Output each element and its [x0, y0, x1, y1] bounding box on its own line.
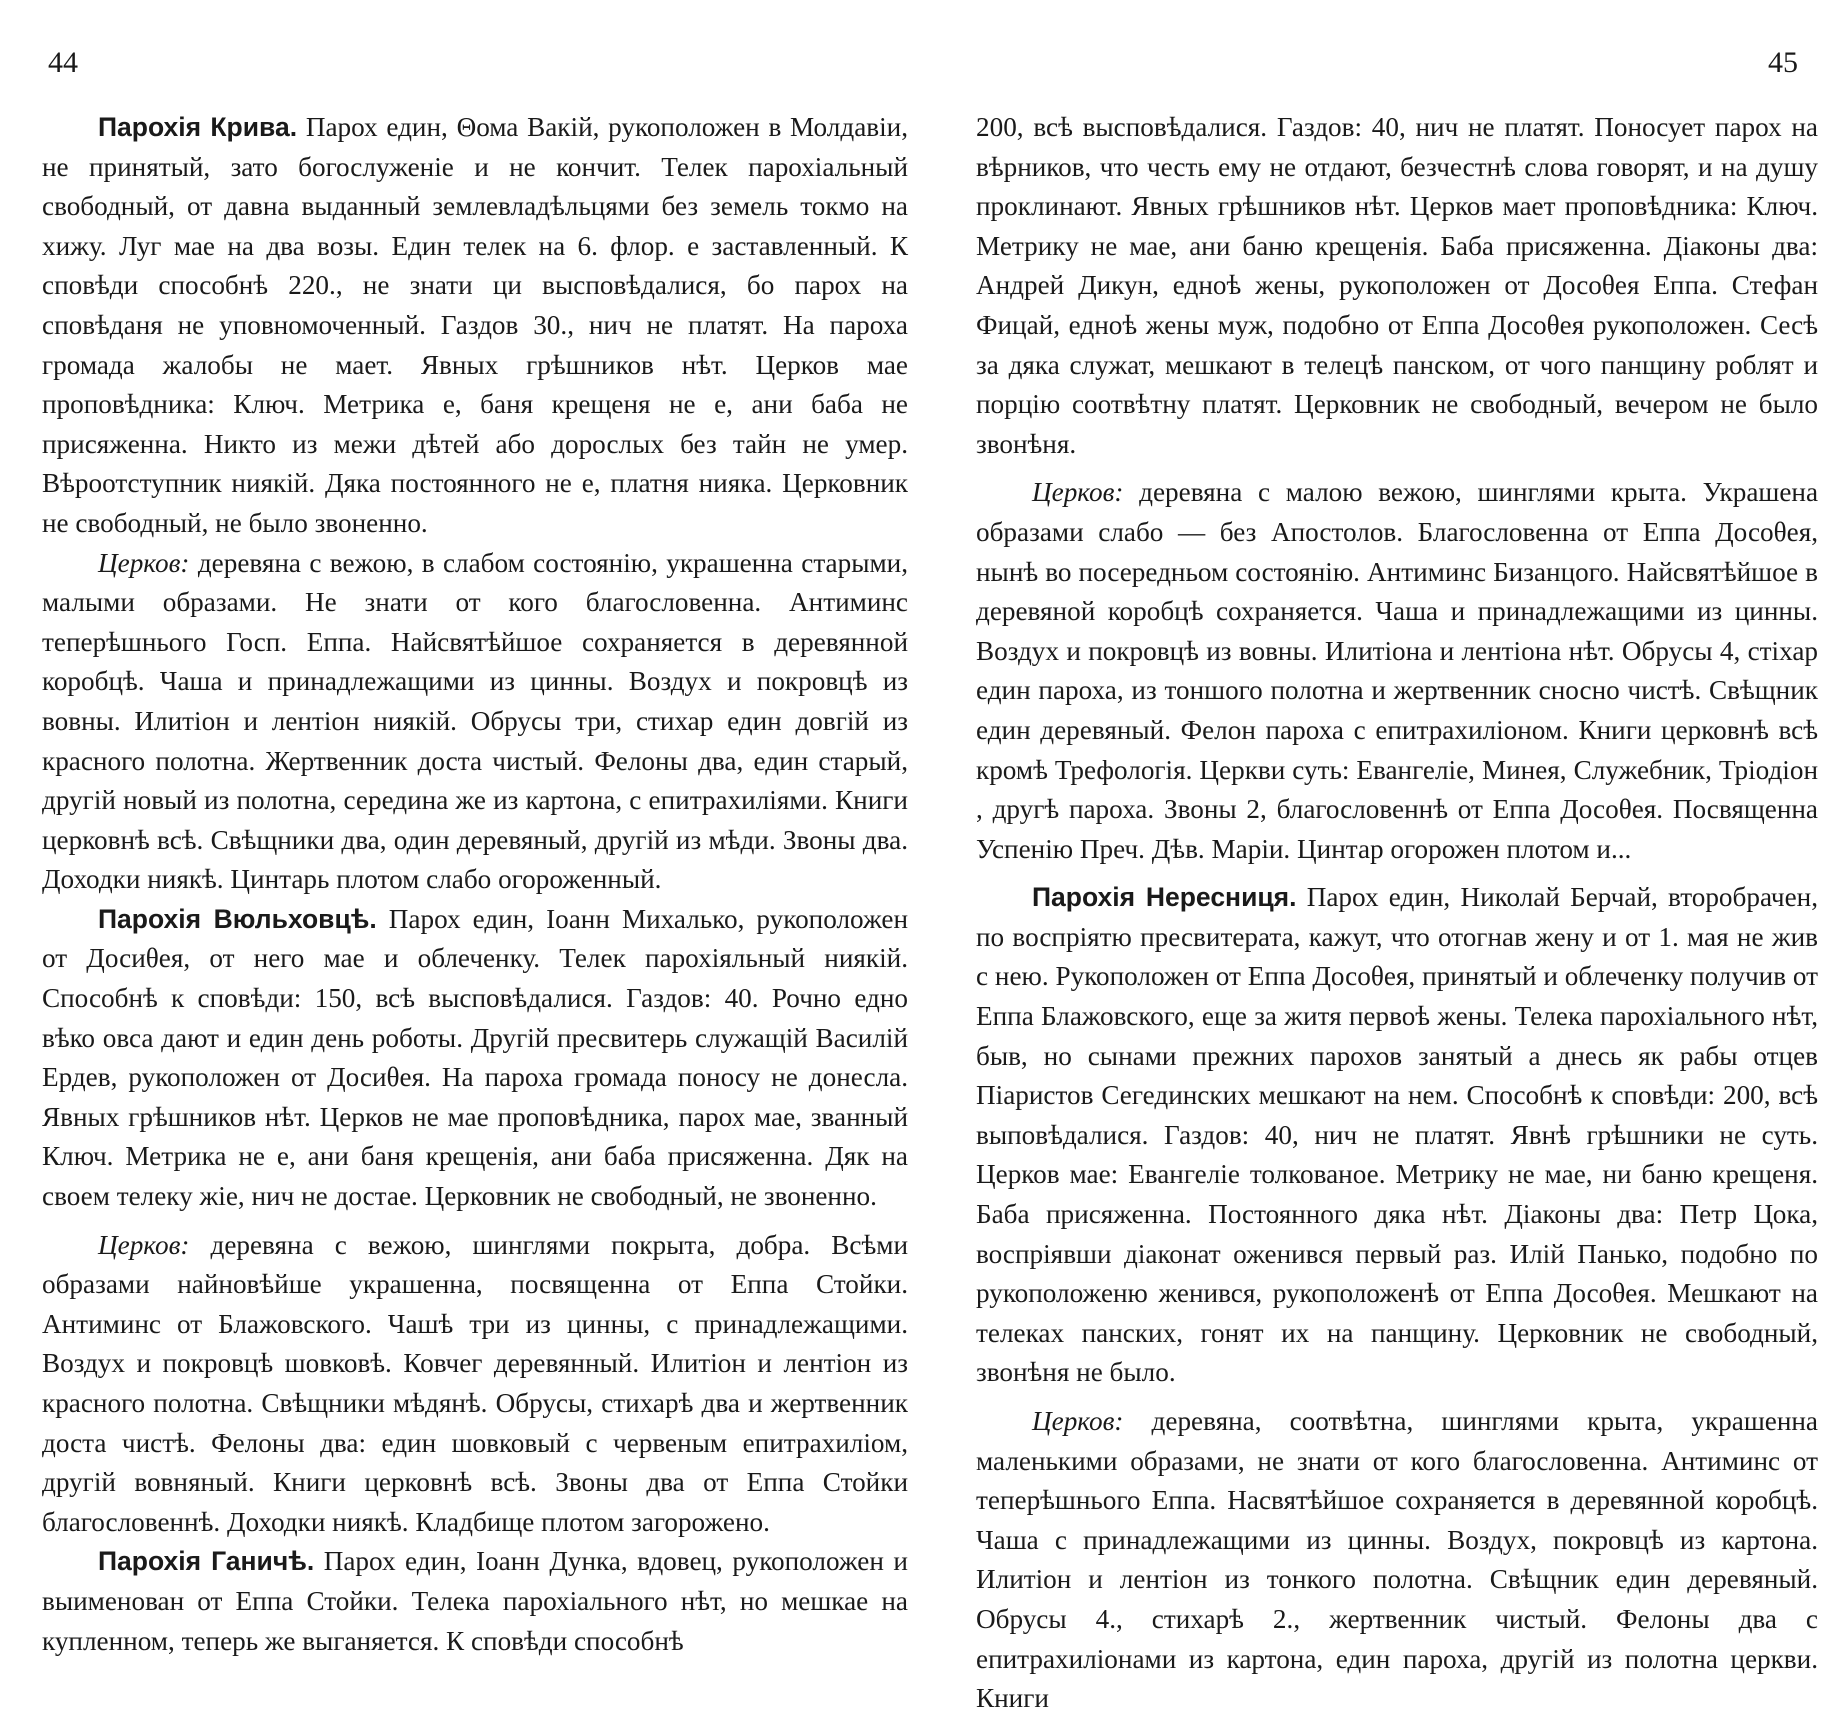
church-label: Церков: [98, 1229, 190, 1260]
parish-entry-neresnytsia [976, 878, 1818, 1393]
parish-entry-kriva [42, 108, 908, 544]
parish-text: Парох един, Θома Вакій, рукоположен в Молдавіи, не принятый, зато богослуженіе и не кончит. Телек парохіальный свободный, от давна выданный землевладѣльцями без земель токмо на хижу. Луг мае на два возы. Един телек на 6. флор. е заставленный. К сповѣди способнѣ 220., не знати ци выcповѣдалися, бо парох на сповѣданя не уповномоченный. Газдов 30., нич не платят. На пароха громада жалобы не мает. Явных грѣшников нѣт. Церков мае проповѣдника: Ключ. Метрика е, баня крещеня не е, ани баба не присяженна. Никто из межи дѣтей або дорослых без тайн не умер. Вѣроотступник ниякій. Дяка постоянного не е, платня ниякa. Церковник не свободный, не было звоненно. [42, 112, 908, 538]
church-label: Церков: [98, 547, 190, 578]
parish-heading: Парохія Нересниця. [1032, 882, 1297, 913]
church-text: деревяна, соотвѣтна, шинглями крыта, украшенна маленькими образами, не знати от кого благословенна. Антиминс от теперѣшньoго Еппа. Насвятѣйшое сохраняется в деревянной коробцѣ. Чаша с принадлежащими из цинны. Воздух, покровцѣ из картона. Илитіон и лентіон из тонкого полотна. Свѣщник един деревяный. Обрусы 4., стихарѣ 2., жертвенник чистый. Фелоны два с епитрахиліонами из картона, един пароха, другій из полотна церкви. Книги [976, 1406, 1818, 1714]
church-entry-ganiche [976, 473, 1818, 869]
church-entry-kriva [42, 544, 908, 900]
parish-heading: Парохія Ганичѣ. [98, 1546, 315, 1577]
church-entry-viulkhovtse [42, 1226, 908, 1543]
parish-text: Парох един, Іоанн Дунка, вдовец, рукоположен и выименован от Еппа Стойки. Телека парохіального нѣт, но мешкае на купленном, теперь же выганяется. К сповѣди способнѣ [42, 1546, 908, 1656]
church-text: деревяна с вежою, в слабом состоянію, украшенна старыми, малыми образами. Не знати от кого благословенна. Антиминс теперѣшньoго Госп. Еппа. Найсвятѣйшое сохраняется в деревянной коробцѣ. Чаша и принадлежащими из цинны. Воздух и покровцѣ из вовны. Илитіон и лентіон ниякій. Обрусы три, стихар един довгій из красного полотна. Жертвенник доста чистый. Фелоны два, един старый, другій новый из полотна, середина же из картона, с епитрахиліями. Книги церковнѣ всѣ. Свѣщники два, один деревяный, другій из мѣди. Звоны два. Доходки ниякѣ. Цинтарь плотом слабо огороженный. [42, 547, 909, 895]
parish-entry-viulkhovtse [42, 900, 908, 1217]
church-entry-neresnytsia [976, 1402, 1818, 1719]
church-text: деревяна с малою вежою, шинглями крыта. Украшена образами слабо — без Апостолов. Благословенна от Еппа Досоθея, нынѣ во посередньом состоянію. Антиминс Бизанцого. Найсвятѣйшое в деревяной коробцѣ сохраняется. Чаша и принадлежащими из цинны. Воздух и покровцѣ из вовны. Илитіона и лентіона нѣт. Обрусы 4, стіхар един пароха, из тоншого полотна и жертвенник сносно чистѣ. Свѣщник един деревяный. Фелон пароха с епитрахиліоном. Книги церковнѣ всѣ кромѣ Трефологія. Церкви суть: Евангеліе, Минея, Служебник, Тріодіон , другѣ пароха. Звоны 2, благословеннѣ от Еппа Досоθея. Посвященна Успенію Преч. Дѣв. Маріи. Цинтар огорожен плотом и... [976, 477, 1819, 864]
church-text: деревяна с вежою, шинглями покрыта, добра. Всѣми образами найновѣйше украшенна, посвященна от Еппа Стойки. Антиминс от Блажовского. Чашѣ три из цинны, с принадлежащими. Воздух и покровцѣ шовковѣ. Ковчег деревянный. Илитіон и лентіон из красного полотна. Свѣщники мѣдянѣ. Обрусы, стихарѣ два и жертвенник доста чистѣ. Фелоны два: един шовковый с червеным епитрахиліом, другій вовняный. Книги церковнѣ всѣ. Звоны два от Еппа Стойки благословеннѣ. Доходки ниякѣ. Кладбище плотом загорожено. [42, 1229, 908, 1537]
parish-heading: Парохія Вюльховцѣ. [98, 903, 377, 934]
page-number-left: 44 [48, 46, 78, 79]
parish-heading: Парохія Крива. [98, 112, 298, 142]
church-label: Церков: [1032, 477, 1124, 508]
right-column [976, 108, 1818, 1719]
parish-text: Парох един, Николай Берчай, второбрачен, по воспріятю пресвитерата, кажут, что отогнав жену и от 1. мая не жив с нею. Рукоположен от Еппа Досоθея, принятый и облеченку получив от Еппа Блажовского, еще за житя первоѣ жены. Телека парохіального нѣт, быв, но сынами прежних парохов занятый а днесь як рабы отцев Піаристов Сегединских мешкают на нем. Способнѣ к сповѣди: 200, всѣ выповѣдалися. Газдов: 40, нич не платят. Явнѣ грѣшники не суть. Церков мае: Евангеліе толкованое. Метрику не мае, ни баню крещеня. Баба присяженна. Постоянного дяка нѣт. Діаконы два: Петр Цока, воспріявши діаконат оженився первый раз. Илій Панько, подобно по рукоположеню женився, рукоположенѣ от Еппа Досоθея. Мешкают на телеках панских, гонят их на панщину. Церковник не свободный, звонѣня не было. [976, 882, 1819, 1388]
parish-text: 200, всѣ выcповѣдалися. Газдов: 40, нич не платят. Поносует парох на вѣрников, что честь ему не отдают, безчестнѣ слова говорят, и на душу проклинают. Явных грѣшников нѣт. Церков мает проповѣдника: Ключ. Метрику не мае, ани баню крещенія. Баба присяженна. Діаконы два: Андрей Дикун, еднoѣ жены, рукоположен от Досоθея Еппа. Стефан Фицай, еднoѣ жены муж, подобно от Еппа Досоθея рукоположен. Сесѣ за дяка служат, мешкают в телецѣ панском, от чого панщину роблят и порцію соотвѣтну платят. Церковник не свободный, вечером не было звонѣня. [976, 112, 1818, 459]
left-column [42, 108, 908, 1661]
page-number-right: 45 [1768, 46, 1798, 79]
parish-continuation-ganiche [976, 108, 1818, 464]
parish-text: Парох един, Іоанн Михалько, рукоположен от Досиθея, от него мае и облеченку. Телек парохіяльный ниякій. Способнѣ к сповѣди: 150, всѣ выcповѣдалися. Газдов: 40. Рочно едно вѣко овса дают и един день роботы. Другій пресвитерь служащій Василій Ердев, рукоположен от Досиθея. На пароха громада поносу не донесла. Явных грѣшников нѣт. Церков не мае проповѣдника, парох мае, званный Ключ. Метрика не е, ани баня крещенія, ани баба присяженна. Дяк на своем телеку жіе, нич не достае. Церковник не свободный, не звоненно. [42, 903, 908, 1212]
parish-entry-ganiche [42, 1542, 908, 1661]
church-label: Церков: [1032, 1406, 1124, 1436]
